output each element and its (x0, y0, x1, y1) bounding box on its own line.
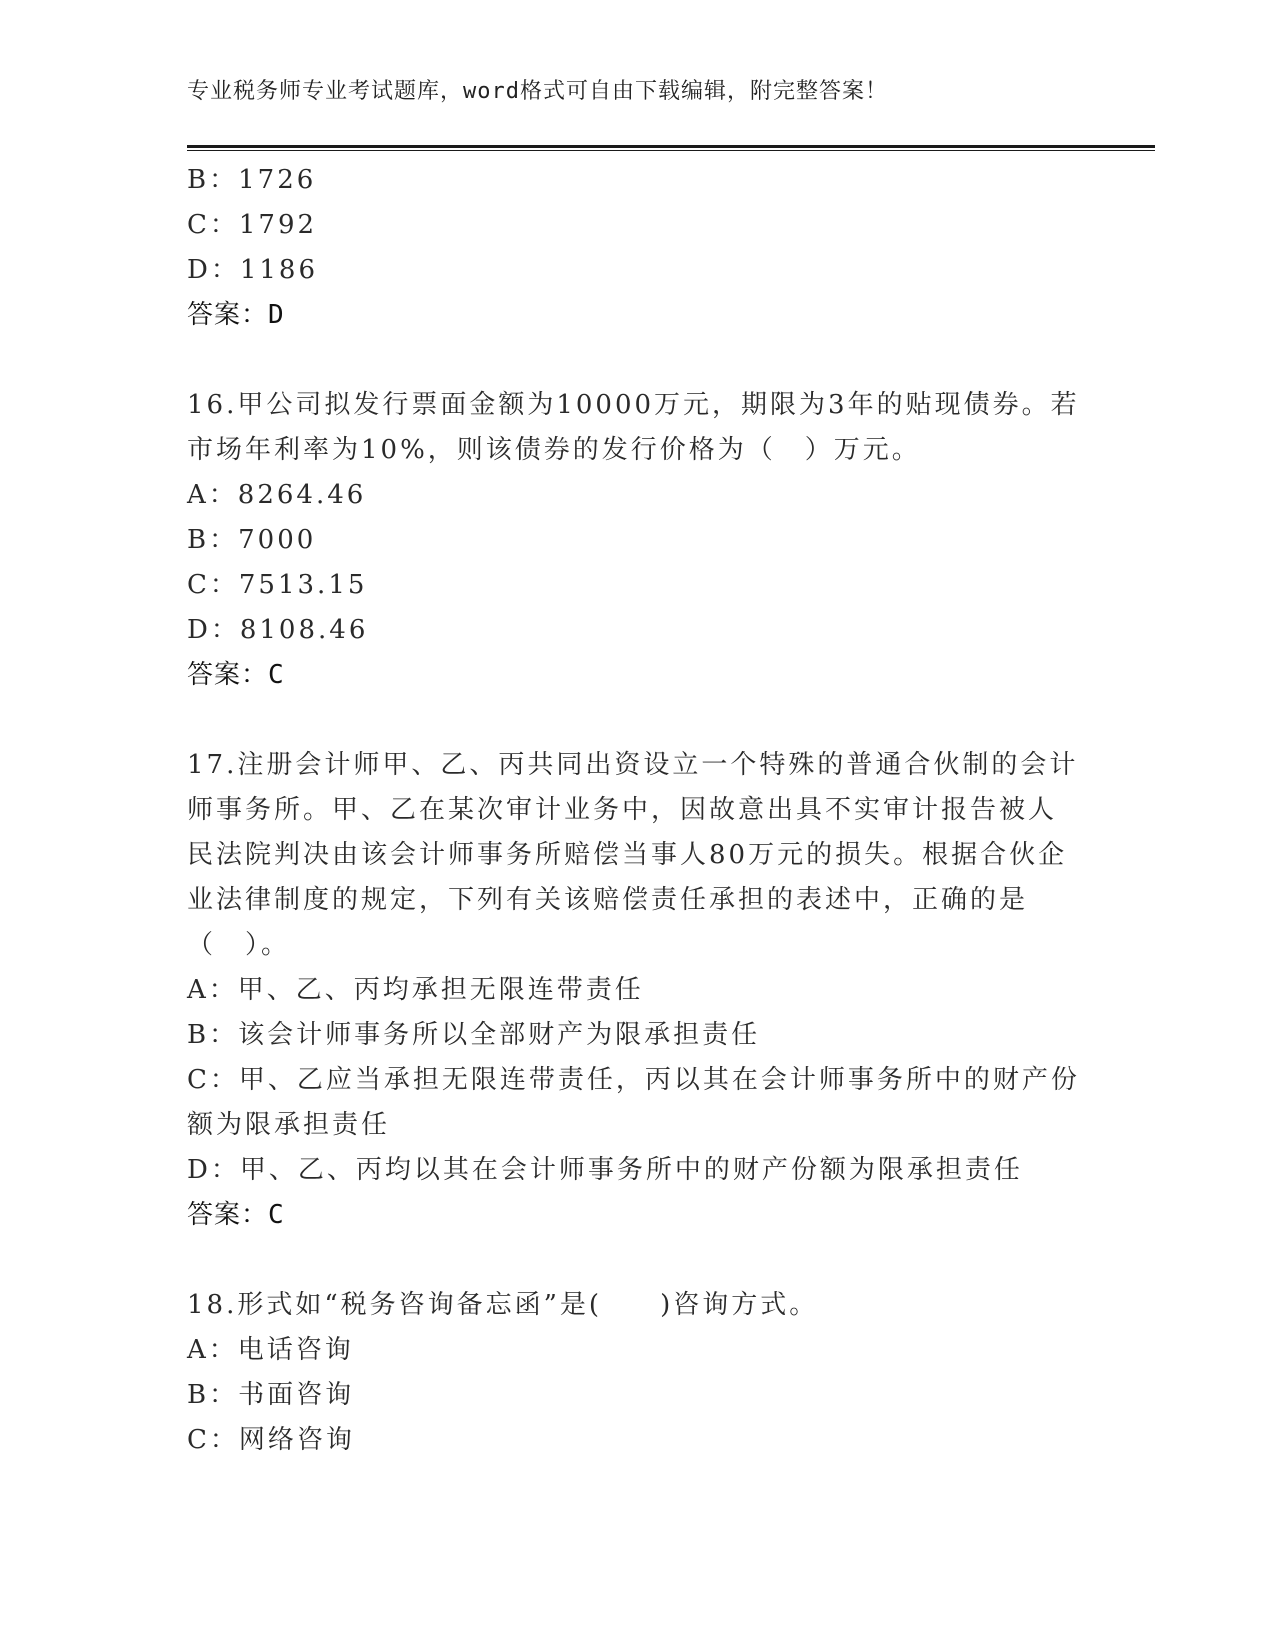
option-b: B：1726 (187, 165, 317, 195)
question-stem-line: 师事务所。甲、乙在某次审计业务中，因故意出具不实审计报告被人 (187, 795, 1058, 825)
spacer (187, 338, 1087, 383)
question-stem-line: （ ）。 (187, 930, 291, 960)
option-d: D：1186 (187, 255, 319, 285)
option-d: D：8108.46 (187, 615, 369, 645)
page-header: 专业税务师专业考试题库，word格式可自由下载编辑，附完整答案！ (187, 79, 888, 104)
header-rule-thin (187, 150, 1155, 151)
spacer (187, 698, 1087, 743)
option-c: C：1792 (187, 210, 318, 240)
option-a: A：甲、乙、丙均承担无限连带责任 (187, 975, 644, 1005)
option-c: C：7513.15 (187, 570, 368, 600)
question-15 (187, 158, 1087, 338)
header-rule-thick (187, 145, 1155, 148)
question-17 (187, 743, 1087, 1238)
option-b: B：该会计师事务所以全部财产为限承担责任 (187, 1020, 761, 1050)
answer: 答案：D (187, 300, 285, 330)
document-body (187, 158, 1087, 1463)
question-stem-line: 16.甲公司拟发行票面金额为10000万元，期限为3年的贴现债券。若 (187, 390, 1080, 420)
question-stem-line: 民法院判决由该会计师事务所赔偿当事人80万元的损失。根据合伙企 (187, 840, 1068, 870)
answer: 答案：C (187, 660, 285, 690)
question-stem-line: 市场年利率为10%，则该债券的发行价格为（ ）万元。 (187, 435, 921, 465)
option-d: D：甲、乙、丙均以其在会计师事务所中的财产份额为限承担责任 (187, 1155, 1023, 1185)
question-18 (187, 1283, 1087, 1463)
spacer (187, 1238, 1087, 1283)
question-stem-line: 18.形式如“税务咨询备忘函”是( )咨询方式。 (187, 1290, 819, 1320)
answer: 答案：C (187, 1200, 285, 1230)
question-16 (187, 383, 1087, 698)
option-c-continued: 额为限承担责任 (187, 1110, 391, 1140)
option-a: A：电话咨询 (187, 1335, 354, 1365)
question-stem-line: 17.注册会计师甲、乙、丙共同出资设立一个特殊的普通合伙制的会计 (187, 750, 1079, 780)
option-c: C：甲、乙应当承担无限连带责任，丙以其在会计师事务所中的财产份 (187, 1065, 1080, 1095)
option-a: A：8264.46 (187, 480, 367, 510)
option-b: B：书面咨询 (187, 1380, 355, 1410)
question-stem-line: 业法律制度的规定，下列有关该赔偿责任承担的表述中，正确的是 (187, 885, 1029, 915)
option-c: C：网络咨询 (187, 1425, 355, 1455)
option-b: B：7000 (187, 525, 317, 555)
